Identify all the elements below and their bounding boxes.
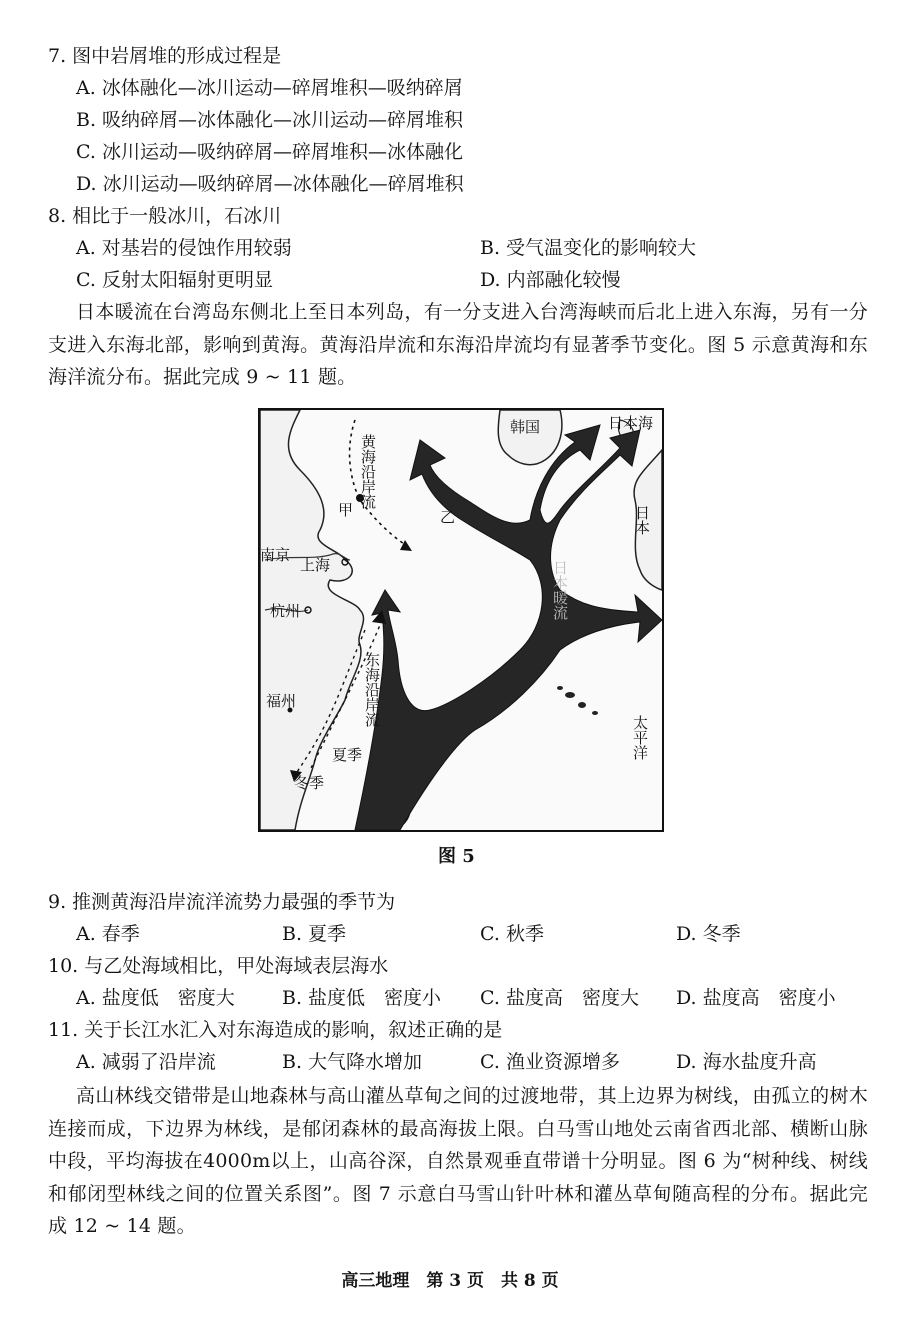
label-yi: 乙 bbox=[440, 508, 456, 526]
q9-option-b: B. 夏季 bbox=[282, 923, 347, 945]
q8-option-d: D. 内部融化较慢 bbox=[480, 269, 621, 291]
passage-treeline: 高山林线交错带是山地森林与高山灌丛草甸之间的过渡地带，其上边界为树线，由孤立的树木连接而成，下边界为林线，是郁闭森林的最高海拔上限。白马雪山地处云南省西北部、横断山脉中段，平均海拔在4000m以上，山高谷深，自然景观垂直带谱十分明显。图 6 为“树种线、树线和郁闭型林线之间的位置关系图”。图 7 示意白马雪山针叶林和灌丛草甸随高程的分布。据此完成 12 ~ 14 题。 bbox=[48, 1085, 868, 1237]
label-kuroshio: 日本暖流 bbox=[551, 560, 569, 620]
q11-option-a: A. 减弱了沿岸流 bbox=[76, 1051, 216, 1073]
label-fuzhou: 福州 bbox=[266, 692, 297, 710]
label-japan: 日本 bbox=[633, 505, 651, 535]
q8-option-c: C. 反射太阳辐射更明显 bbox=[76, 269, 273, 291]
q8-option-b: B. 受气温变化的影响较大 bbox=[480, 237, 697, 259]
q9-option-c: C. 秋季 bbox=[480, 923, 544, 945]
q7-option-a: A. 冰体融化—冰川运动—碎屑堆积—吸纳碎屑 bbox=[76, 77, 463, 99]
kuroshio-current-body bbox=[355, 425, 662, 830]
q11-option-c: C. 渔业资源增多 bbox=[480, 1051, 620, 1073]
q10-option-d: D. 盐度高 密度小 bbox=[676, 987, 836, 1009]
q8-option-a: A. 对基岩的侵蚀作用较弱 bbox=[76, 237, 292, 259]
q9-option-d: D. 冬季 bbox=[676, 923, 741, 945]
label-east-sea-current: 东海沿岸流 bbox=[363, 652, 381, 727]
q10-stem: 10. 与乙处海域相比，甲处海域表层海水 bbox=[48, 955, 389, 977]
q7-option-b: B. 吸纳碎屑—冰体融化—冰川运动—碎屑堆积 bbox=[76, 109, 464, 131]
label-nanjing: 南京 bbox=[260, 546, 291, 564]
label-shanghai: 上海 bbox=[300, 556, 331, 574]
label-yellow-sea-current: 黄海沿岸流 bbox=[359, 434, 377, 509]
q11-option-d: D. 海水盐度升高 bbox=[676, 1051, 817, 1073]
q7-option-d: D. 冰川运动—吸纳碎屑—冰体融化—碎屑堆积 bbox=[76, 173, 464, 195]
q10-option-a: A. 盐度低 密度大 bbox=[76, 987, 235, 1009]
q11-option-b: B. 大气降水增加 bbox=[282, 1051, 423, 1073]
page-footer: 高三地理 第 3 页 共 8 页 bbox=[341, 1271, 559, 1291]
label-sea-of-japan: 日本海 bbox=[608, 414, 654, 432]
label-pacific: 太平洋 bbox=[631, 715, 649, 760]
q9-stem: 9. 推测黄海沿岸流洋流势力最强的季节为 bbox=[48, 891, 396, 913]
q9-option-a: A. 春季 bbox=[76, 923, 140, 945]
q7-option-c: C. 冰川运动—吸纳碎屑—碎屑堆积—冰体融化 bbox=[76, 141, 463, 163]
q7-stem: 7. 图中岩屑堆的形成过程是 bbox=[48, 45, 282, 67]
passage-ocean-currents: 日本暖流在台湾岛东侧北上至日本列岛，有一分支进入台湾海峡而后北上进入东海，另有一分支进入东海北部，影响到黄海。黄海沿岸流和东海沿岸流均有显著季节变化。图 5 示意黄海和东海洋流分布。据此完成 9 ~ 11 题。 bbox=[48, 301, 868, 388]
figure-caption: 图 5 bbox=[438, 846, 475, 867]
figure-5-map bbox=[258, 408, 664, 832]
label-jia: 甲 bbox=[338, 501, 354, 519]
q8-stem: 8. 相比于一般冰川，石冰川 bbox=[48, 205, 282, 227]
label-hangzhou: 杭州 bbox=[270, 602, 301, 620]
label-winter: 冬季 bbox=[294, 774, 325, 792]
label-korea: 韩国 bbox=[510, 418, 541, 436]
q11-stem: 11. 关于长江水汇入对东海造成的影响，叙述正确的是 bbox=[48, 1019, 503, 1041]
q10-option-b: B. 盐度低 密度小 bbox=[282, 987, 442, 1009]
q10-option-c: C. 盐度高 密度大 bbox=[480, 987, 639, 1009]
label-summer: 夏季 bbox=[332, 746, 363, 764]
